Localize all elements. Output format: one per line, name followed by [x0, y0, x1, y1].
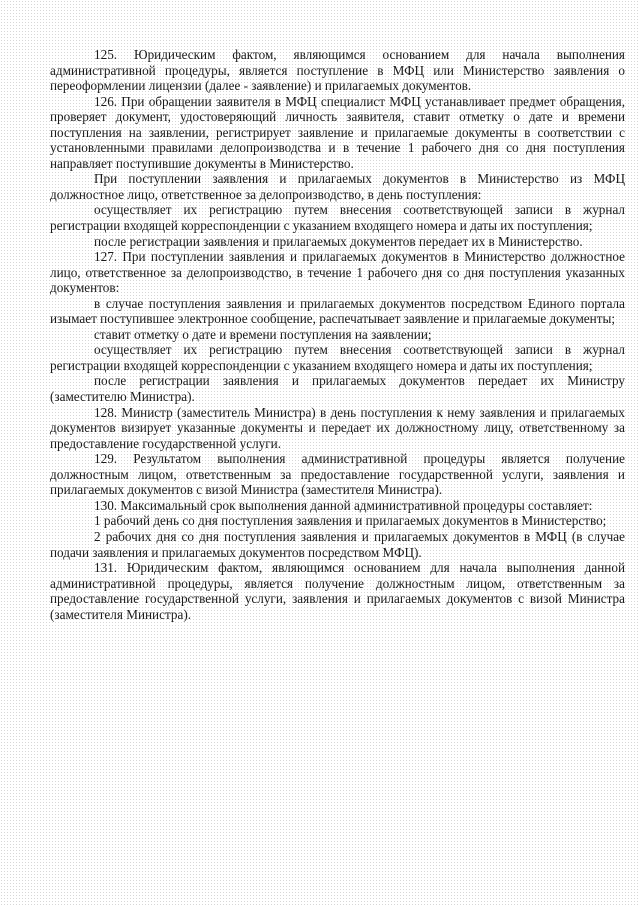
paragraph-126: 126. При обращении заявителя в МФЦ специалист МФЦ устанавливает предмет обращения, проверяет документ, удостоверяющий личность заявителя, ставит отметку о дате и времени поступления на заявлении, регистрирует заявление и прилагаемые документы в соответствии с установленными правилами делопроизводства и в течение 1 рабочего дня со дня поступления направляет поступившие документы в Министерство. [50, 93, 625, 171]
paragraph-term-mfc: 2 рабочих дня со дня поступления заявления и прилагаемых документов в МФЦ (в случае подачи заявления и прилагаемых документов посредством МФЦ). [50, 528, 625, 560]
paragraph-registration-2: осуществляет их регистрацию путем внесения соответствующей записи в журнал регистрации входящей корреспонденции с указанием входящего номера и даты их поступления; [50, 342, 625, 373]
document-page [50, 47, 625, 622]
paragraph-date-mark: ставит отметку о дате и времени поступления на заявлении; [94, 326, 432, 342]
paragraph-term-ministry: 1 рабочий день со дня поступления заявления и прилагаемых документов в Министерство; [94, 513, 607, 529]
paragraph-125: 125. Юридическим фактом, являющимся основанием для начала выполнения административной процедуры, является поступление в МФЦ или Министерство заявления о переоформлении лицензии (далее - заявление) и прилагаемых документов. [50, 47, 625, 94]
paragraph-131: 131. Юридическим фактом, являющимся основанием для начала выполнения данной административной процедуры, является получение должностным лицом, ответственным за предоставление государственной услуги, заявления и прилагаемых документов с визой Министра (заместителя Министра). [50, 560, 625, 622]
paragraph-transfer-minister: после регистрации заявления и прилагаемых документов передает их Министру (заместителю Министра). [50, 373, 625, 405]
paragraph-130: 130. Максимальный срок выполнения данной административной процедуры составляет: [94, 497, 593, 513]
paragraph-registration: осуществляет их регистрацию путем внесения соответствующей записи в журнал регистрации входящей корреспонденции с указанием входящего номера и даты их поступления; [50, 202, 625, 234]
paragraph-transfer-ministry: после регистрации заявления и прилагаемых документов передает их в Министерство. [94, 233, 583, 249]
paragraph-mfc-receipt: При поступлении заявления и прилагаемых документов в Министерство из МФЦ должностное лицо, ответственное за делопроизводство, в день поступления: [50, 171, 625, 202]
paragraph-129: 129. Результатом выполнения административной процедуры является получение должностным лицом, ответственным за предоставление государственной услуги, заявления и прилагаемых документов с визой Министра (заместителя Министра). [50, 451, 625, 498]
paragraph-128: 128. Министр (заместитель Министра) в день поступления к нему заявления и прилагаемых документов визирует указанные документы и передает их должностному лицу, ответственному за предоставление государственной услуги. [50, 404, 625, 451]
paragraph-127: 127. При поступлении заявления и прилагаемых документов в Министерство должностное лицо, ответственное за делопроизводство, в течение 1 рабочего дня со дня поступления указанных документов: [50, 249, 625, 296]
paragraph-unified-portal: в случае поступления заявления и прилагаемых документов посредством Единого портала изымает поступившее электронное сообщение, распечатывает заявление и прилагаемые документы; [50, 295, 625, 327]
